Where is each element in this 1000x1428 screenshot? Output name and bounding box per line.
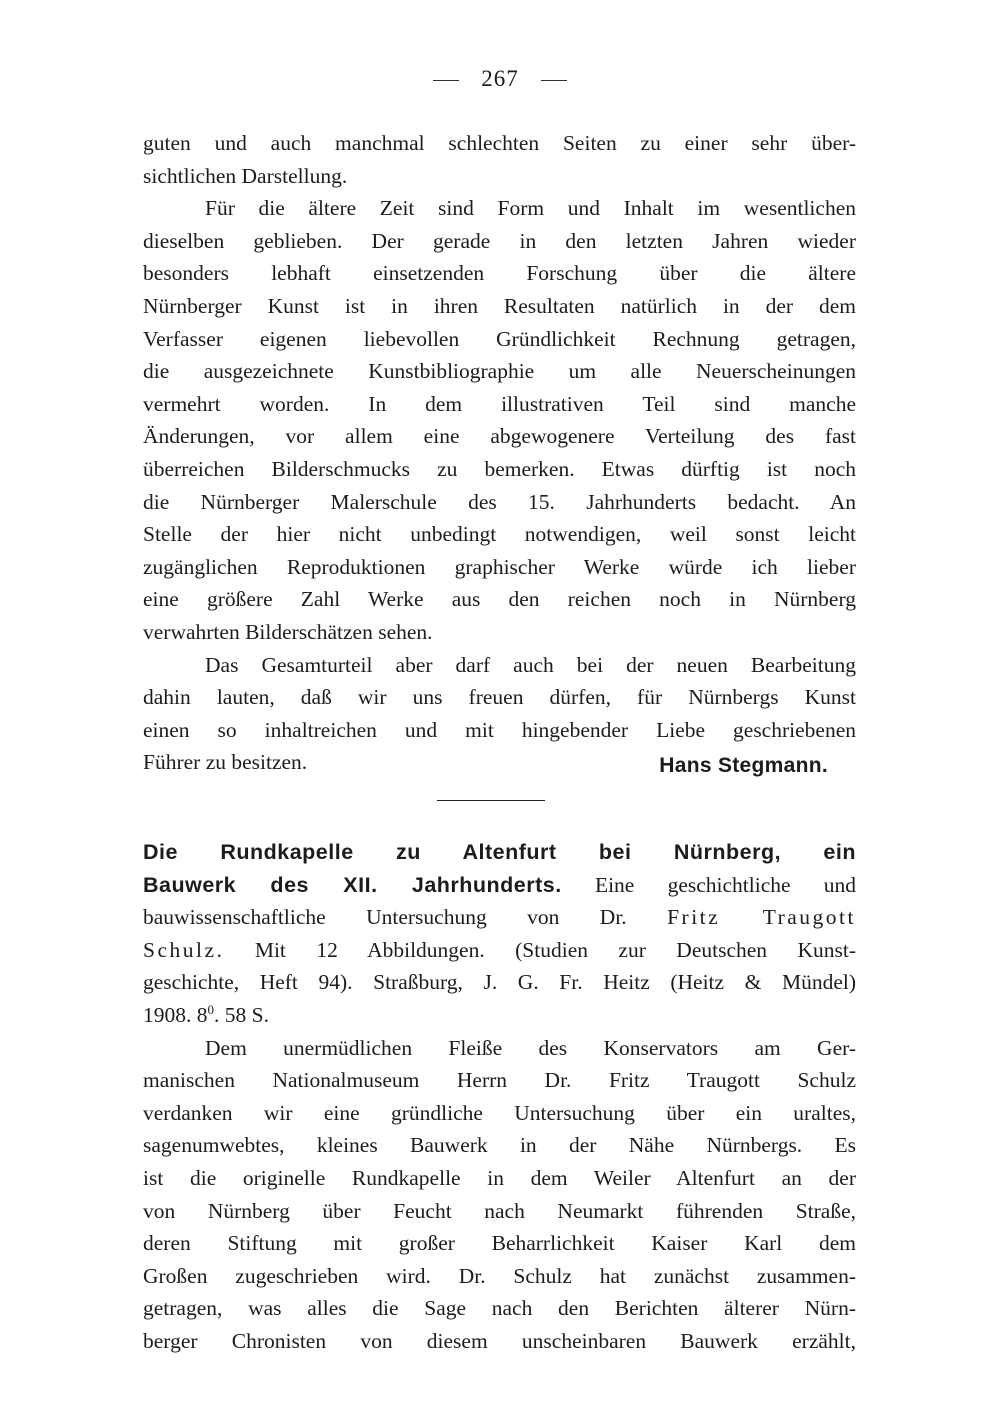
text-line: dieselben geblieben. Der gerade in den letzten Jahren wieder (143, 228, 856, 253)
text-line: deren Stiftung mit großer Beharrlichkeit Kaiser Karl dem (143, 1231, 856, 1256)
page-header (0, 66, 1000, 92)
text-line: besonders lebhaft einsetzenden Forschung über die ältere (143, 261, 856, 286)
text-line: einen so inhaltreichen und mit hingebender Liebe geschriebenen (143, 717, 856, 742)
text-line: eine größere Zahl Werke aus den reichen noch in Nürnberg (143, 587, 856, 612)
citation-line: geschichte, Heft 94). Straßburg, J. G. Fr. Heitz (Heitz & Mündel) (143, 970, 856, 995)
citation-text: bauwissenschaftliche Untersuchung von Dr. (143, 905, 627, 930)
text-line: Dem unermüdlichen Fleiße des Konservators am Ger- (205, 1035, 856, 1060)
citation-line (143, 934, 856, 967)
closing-row (143, 746, 856, 779)
citation-line (143, 901, 856, 934)
citation-pages: . 58 S. (214, 1002, 269, 1027)
text-line: Stelle der hier nicht unbedingt notwendigen, weil sonst leicht (143, 522, 856, 547)
section-separator (437, 800, 545, 801)
text-line: die Nürnberger Malerschule des 15. Jahrhunderts bedacht. An (143, 489, 856, 514)
text-line: verdanken wir eine gründliche Untersuchung über ein uraltes, (143, 1100, 856, 1125)
citation-text: Mit 12 Abbildungen. (Studien zur Deutschen Kunst- (254, 937, 857, 962)
text-line: die ausgezeichnete Kunstbibliographie um alle Neuerscheinungen (143, 359, 856, 384)
citation-line (143, 999, 856, 1032)
text-line: Änderungen, vor allem eine abgewogenere Verteilung des fast (143, 424, 856, 449)
author-signature: Hans Stegmann. (659, 754, 828, 778)
text-line: verwahrten Bilderschätzen sehen. (143, 619, 433, 644)
citation-format: 8 (196, 1002, 208, 1027)
text-line: Für die ältere Zeit sind Form und Inhalt im wesentlichen (205, 196, 856, 221)
page-number: 267 (481, 66, 519, 91)
book-title-continued: Bauwerk des XII. Jahrhunderts. (143, 872, 562, 897)
text-line: sichtlichen Darstellung. (143, 163, 348, 188)
book-title: Die Rundkapelle zu Altenfurt bei Nürnberg, ein (143, 840, 856, 864)
text-line: ist die originelle Rundkapelle in dem Weiler Altenfurt an der (143, 1165, 856, 1190)
text-line: vermehrt worden. In dem illustrativen Teil sind manche (143, 391, 856, 416)
closing-text: Führer zu besitzen. (143, 750, 308, 775)
text-line: guten und auch manchmal schlechten Seiten zu einer sehr über- (143, 131, 856, 155)
book-subtitle: Eine geschichtliche und (594, 872, 857, 897)
author-surname: Schulz. (143, 937, 225, 962)
text-line: berger Chronisten von diesem unscheinbaren Bauwerk erzählt, (143, 1328, 856, 1353)
text-line: manischen Nationalmuseum Herrn Dr. Fritz Traugott Schulz (143, 1068, 856, 1093)
author-name: Fritz Traugott (667, 905, 857, 930)
text-line: Das Gesamturteil aber darf auch bei der neuen Bearbeitung (205, 652, 856, 677)
text-line: überreichen Bilderschmucks zu bemerken. Etwas dürftig ist noch (143, 456, 856, 481)
book-title-line2 (143, 869, 856, 902)
text-line: sagenumwebtes, kleines Bauwerk in der Nähe Nürnbergs. Es (143, 1133, 856, 1158)
text-line: Großen zugeschrieben wird. Dr. Schulz hat zunächst zusammen- (143, 1263, 856, 1288)
header-dash-right (541, 80, 567, 81)
text-line: dahin lauten, daß wir uns freuen dürfen, für Nürnbergs Kunst (143, 685, 856, 710)
citation-year: 1908. (143, 1002, 192, 1027)
text-line: getragen, was alles die Sage nach den Berichten älterer Nürn- (143, 1296, 856, 1321)
header-dash-left (433, 80, 459, 81)
text-line: zugänglichen Reproduktionen graphischer Werke würde ich lieber (143, 554, 856, 579)
review-hans-stegmann (143, 127, 856, 779)
text-line: von Nürnberg über Feucht nach Neumarkt führenden Straße, (143, 1198, 856, 1223)
text-line: Verfasser eigenen liebevollen Gründlichkeit Rechnung getragen, (143, 326, 856, 351)
text-line: Nürnberger Kunst ist in ihren Resultaten natürlich in der dem (143, 293, 856, 318)
citation-format-sup: 0 (207, 1001, 214, 1017)
review-rundkapelle-altenfurt (143, 836, 856, 1358)
